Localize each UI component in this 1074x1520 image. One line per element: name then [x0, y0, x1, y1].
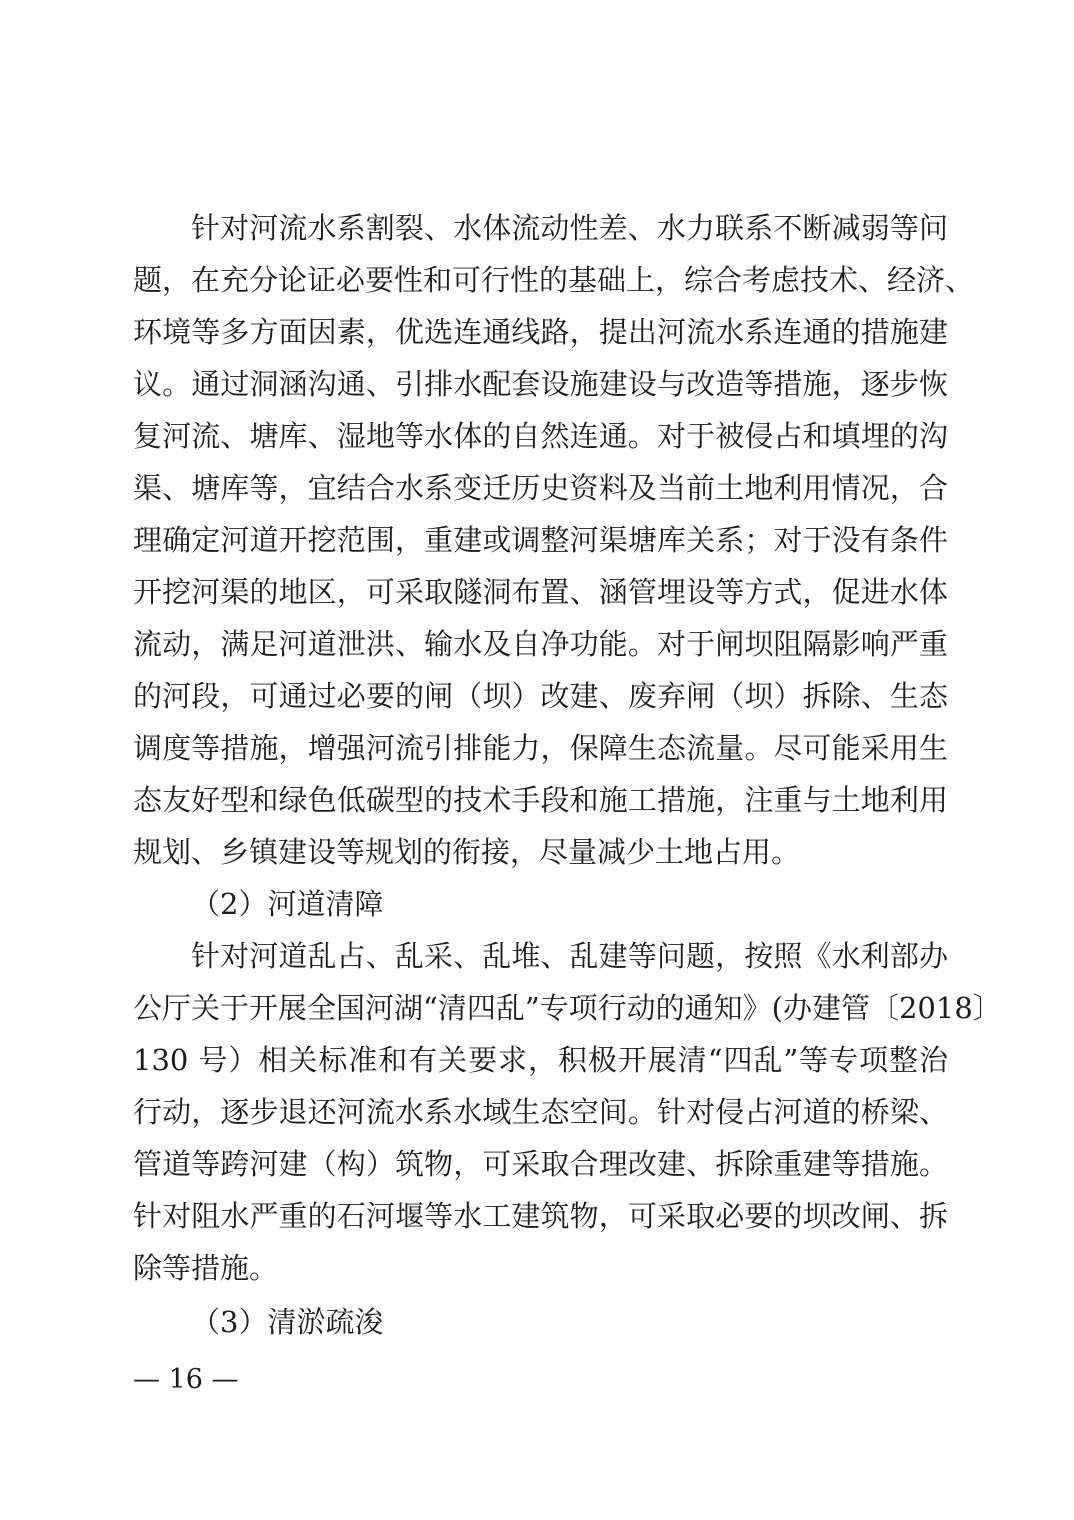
section-heading: （3）清淤疏浚	[191, 1305, 384, 1339]
paragraph-line: 调度等措施，增强河流引排能力，保障生态流量。尽可能采用生	[133, 731, 948, 765]
paragraph-line: 除等措施。	[133, 1251, 279, 1285]
paragraph-line: 题，在充分论证必要性和可行性的基础上，综合考虑技术、经济、	[133, 263, 975, 297]
paragraph-line: 针对河流水系割裂、水体流动性差、水力联系不断减弱等问	[191, 211, 948, 245]
paragraph-line: 复河流、塘库、湿地等水体的自然连通。对于被侵占和填埋的沟	[133, 419, 948, 453]
paragraph-line: 环境等多方面因素，优选连通线路，提出河流水系连通的措施建	[133, 315, 948, 349]
paragraph-line: 130 号）相关标准和有关要求，积极开展清“四乱”等专项整治	[133, 1043, 948, 1077]
paragraph-line: 行动，逐步退还河流水系水域生态空间。针对侵占河道的桥梁、	[133, 1095, 948, 1129]
section-heading: （2）河道清障	[191, 887, 384, 921]
page-number: — 16 —	[133, 1364, 239, 1395]
paragraph-line: 针对阻水严重的石河堰等水工建筑物，可采取必要的坝改闸、拆	[133, 1199, 948, 1233]
paragraph-line: 渠、塘库等，宜结合水系变迁历史资料及当前土地利用情况，合	[133, 471, 948, 505]
paragraph-line: 议。通过洞涵沟通、引排水配套设施建设与改造等措施，逐步恢	[133, 367, 948, 401]
paragraph-line: 开挖河渠的地区，可采取隧洞布置、涵管埋设等方式，促进水体	[133, 575, 948, 609]
paragraph-line: 公厅关于开展全国河湖“清四乱”专项行动的通知》(办建管〔2018〕	[133, 991, 1002, 1025]
paragraph-line: 管道等跨河建（构）筑物，可采取合理改建、拆除重建等措施。	[133, 1147, 948, 1181]
paragraph-line: 理确定河道开挖范围，重建或调整河渠塘库关系；对于没有条件	[133, 523, 948, 557]
paragraph-line: 流动，满足河道泄洪、输水及自净功能。对于闸坝阻隔影响严重	[133, 627, 948, 661]
paragraph-line: 的河段，可通过必要的闸（坝）改建、废弃闸（坝）拆除、生态	[133, 679, 948, 713]
paragraph-line: 态友好型和绿色低碳型的技术手段和施工措施，注重与土地利用	[133, 783, 948, 817]
paragraph-line: 针对河道乱占、乱采、乱堆、乱建等问题，按照《水利部办	[191, 939, 948, 973]
paragraph-line: 规划、乡镇建设等规划的衔接，尽量减少土地占用。	[133, 835, 801, 869]
